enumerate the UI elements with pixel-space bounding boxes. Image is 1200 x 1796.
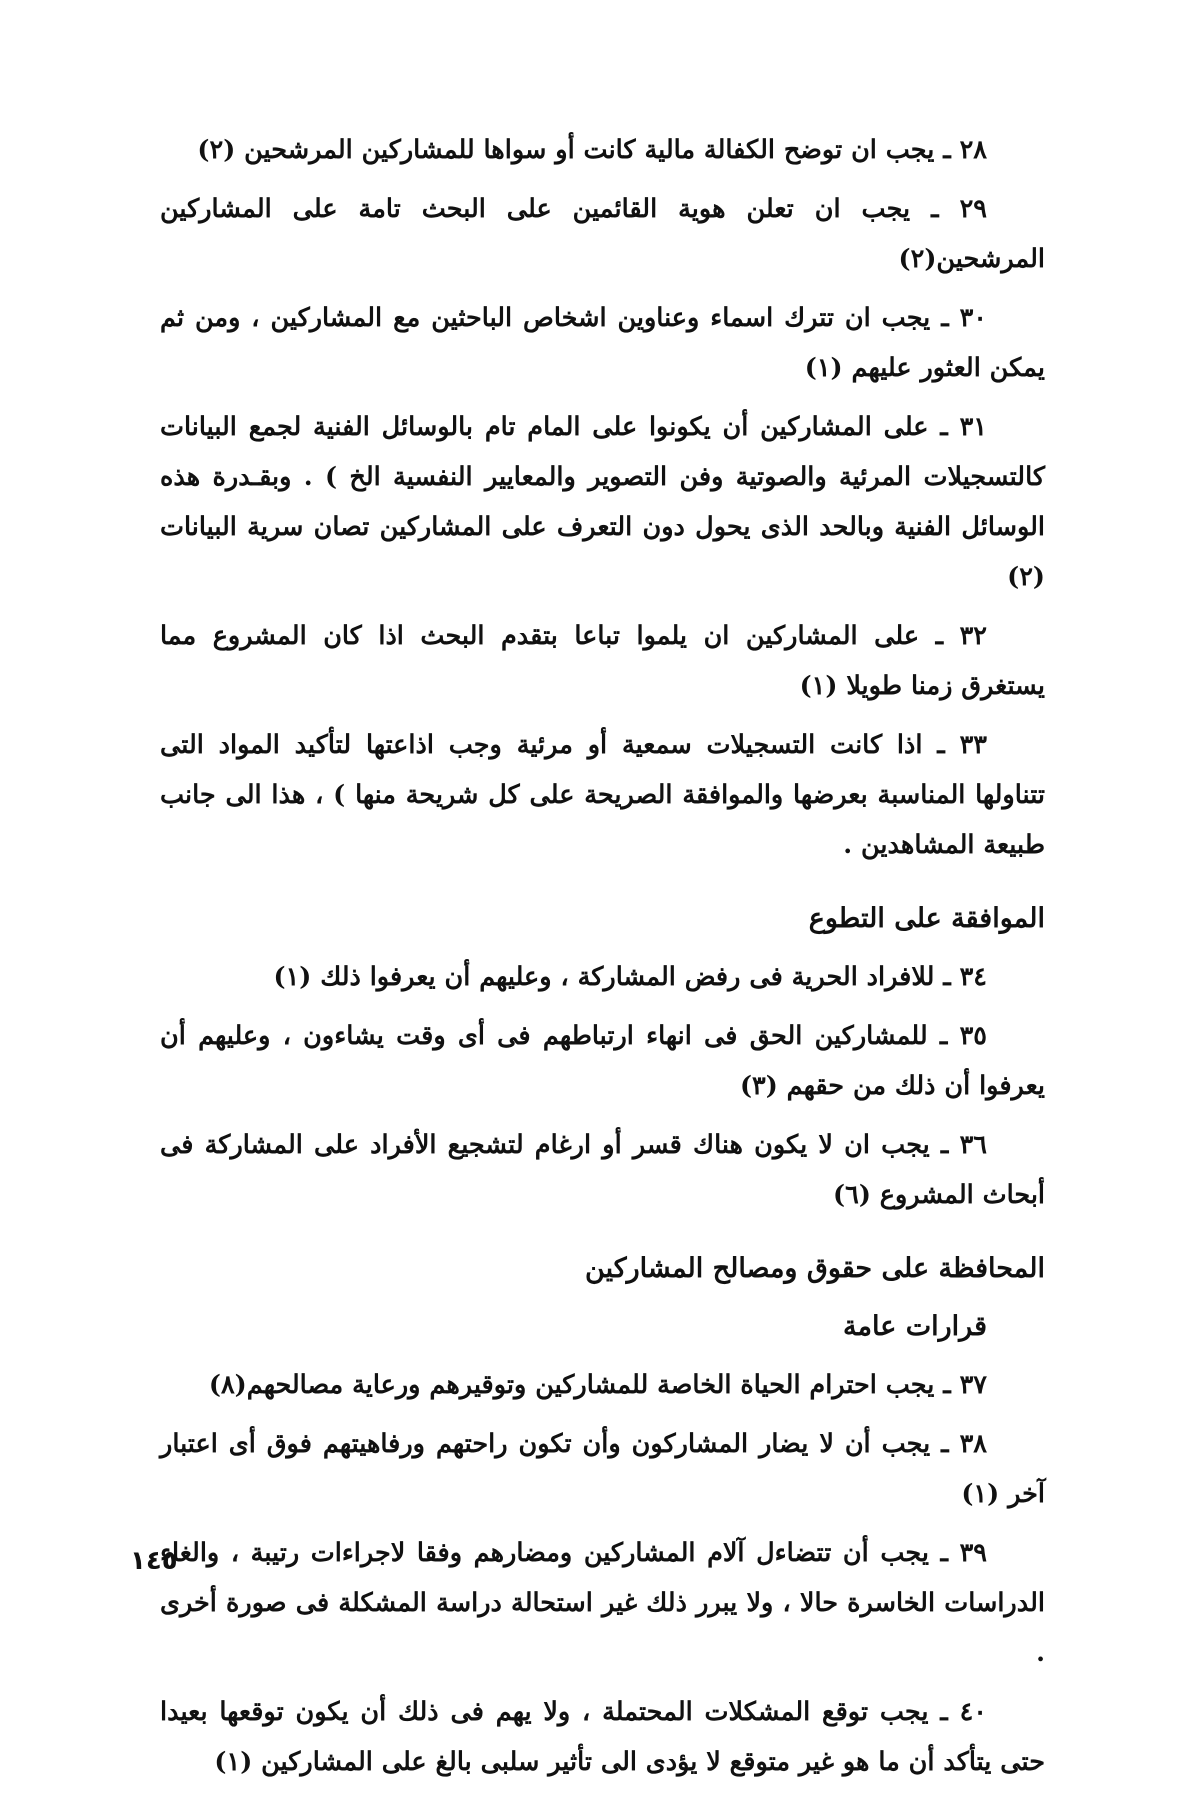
paragraph-28: ٢٨ ـ يجب ان توضح الكفالة مالية كانت أو سواها للمشاركين المرشحين (٢)	[197, 135, 987, 165]
page-number: ١٤٥	[130, 1546, 178, 1576]
paragraph-31: ٣١ ـ على المشاركين أن يكونوا على المام تام بالوسائل الفنية لجمع البيانات كالتسجيلات المرئية والصوتية وفن التصوير والمعايير النفسية الخ ) . وبقـدرة هذه الوسائل الفنية وبالحد الذى يحول دون التعرف على المشاركين تصان سرية البيانات (٢)	[160, 412, 1045, 592]
paragraph-37: ٣٧ ـ يجب احترام الحياة الخاصة للمشاركين وتوقيرهم ورعاية مصالحهم(٨)	[208, 1370, 987, 1400]
paragraph-29: ٢٩ ـ يجب ان تعلن هوية القائمين على البحث تامة على المشاركين المرشحين(٢)	[160, 194, 1045, 274]
section-heading-volunteer-consent: الموافقة على التطوع	[808, 903, 1045, 934]
paragraph-34: ٣٤ ـ للافراد الحرية فى رفض المشاركة ، وعليهم أن يعرفوا ذلك (١)	[273, 962, 987, 992]
paragraph-35: ٣٥ ـ للمشاركين الحق فى انهاء ارتباطهم فى أى وقت يشاءون ، وعليهم أن يعرفوا أن ذلك من حقهم (٣)	[160, 1021, 1045, 1101]
document-page	[160, 125, 1045, 1796]
paragraph-39: ٣٩ ـ يجب أن تتضاءل آلام المشاركين ومضارهم وفقا لاجراءات رتيبة ، والغاء الدراسات الخاسرة حالا ، ولا يبرر ذلك غير استحالة دراسة المشكلة فى صورة أخرى .	[160, 1538, 1045, 1668]
paragraph-40: ٤٠ ـ يجب توقع المشكلات المحتملة ، ولا يهم فى ذلك أن يكون توقعها بعيدا حتى يتأكد أن ما هو غير متوقع لا يؤدى الى تأثير سلبى بالغ على المشاركين (١)	[160, 1697, 1045, 1777]
section-heading-participant-rights: المحافظة على حقوق ومصالح المشاركين	[585, 1253, 1045, 1284]
paragraph-36: ٣٦ ـ يجب ان لا يكون هناك قسر أو ارغام لتشجيع الأفراد على المشاركة فى أبحاث المشروع (٦)	[160, 1130, 1045, 1210]
subheading-general-decisions: قرارات عامة	[843, 1311, 987, 1342]
paragraph-32: ٣٢ ـ على المشاركين ان يلموا تباعا بتقدم البحث اذا كان المشروع مما يستغرق زمنا طويلا (١)	[160, 621, 1045, 701]
paragraph-33: ٣٣ ـ اذا كانت التسجيلات سمعية أو مرئية وجب اذاعتها لتأكيد المواد التى تتناولها المناسبة بعرضها والموافقة الصريحة على كل شريحة منها ) ، هذا الى جانب طبيعة المشاهدين .	[160, 730, 1045, 860]
paragraph-38: ٣٨ ـ يجب أن لا يضار المشاركون وأن تكون راحتهم ورفاهيتهم فوق أى اعتبار آخر (١)	[160, 1429, 1045, 1509]
paragraph-30: ٣٠ ـ يجب ان تترك اسماء وعناوين اشخاص الباحثين مع المشاركين ، ومن ثم يمكن العثور عليهم (١)	[160, 303, 1045, 383]
